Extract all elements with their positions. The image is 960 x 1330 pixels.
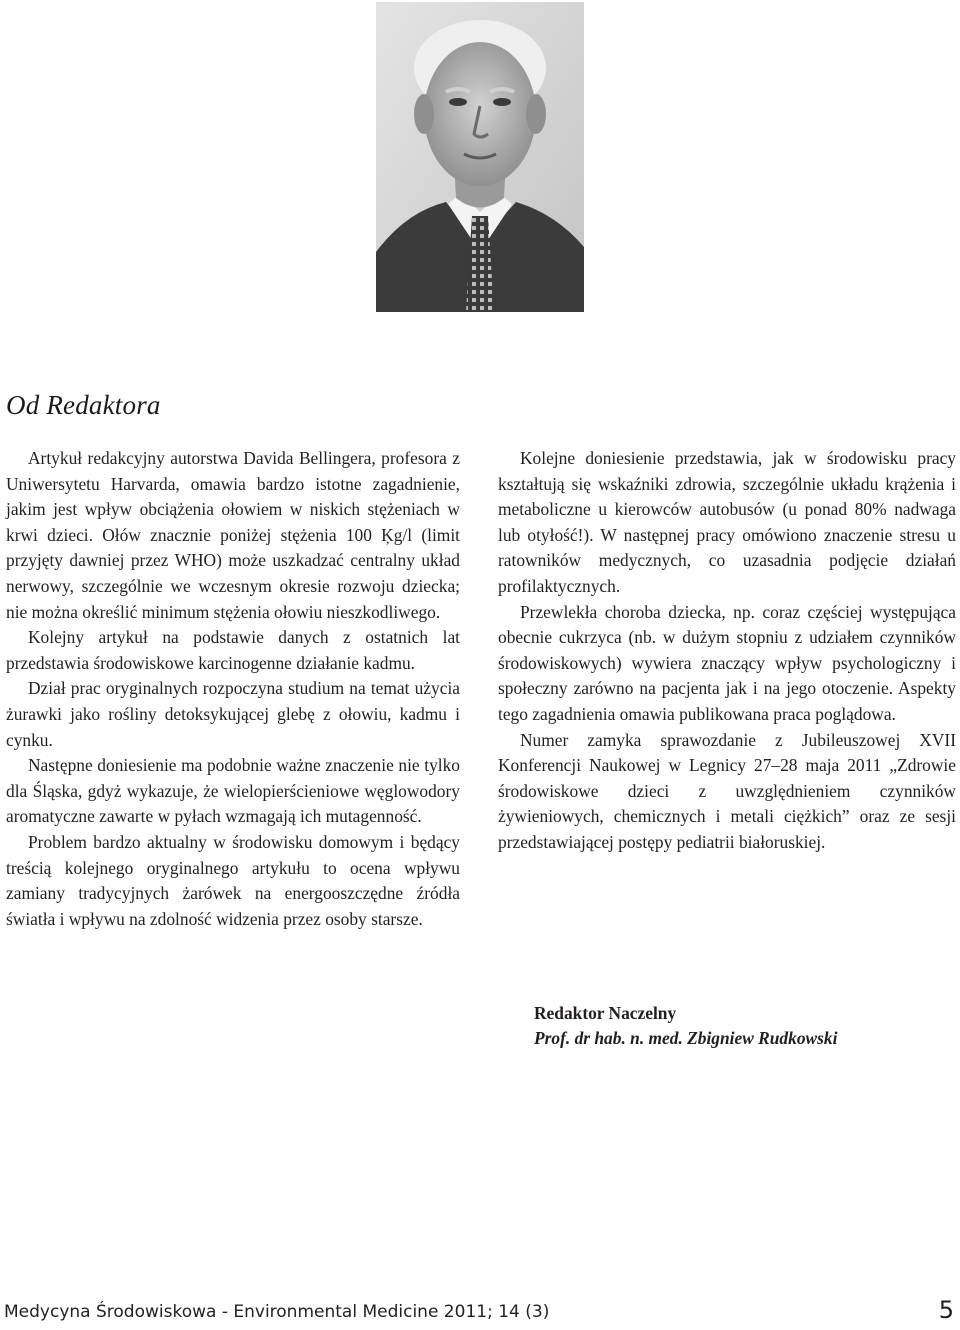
- paragraph: Kolejny artykuł na podstawie danych z ostatnich lat przedstawia środowiskowe karcinogenne działanie kadmu.: [6, 627, 460, 673]
- journal-footer: Medycyna Środowiskowa - Environmental Medicine 2011; 14 (3): [4, 1302, 550, 1322]
- paragraph: Kolejne doniesienie przedstawia, jak w środowisku pracy kształtują się wskaźniki zdrowia, szczególnie układu krążenia i metaboliczne u kierowców autobusów (u ponad 80% nadwaga lub otyłość!). W następnej pracy omówiono znaczenie stresu u ratowników medycznych, co uzasadnia podjęcie działań profilaktycznych.: [498, 448, 956, 596]
- paragraph: Artykuł redakcyjny autorstwa Davida Bellingera, profesora z Uniwersytetu Harvarda, omawia bardzo istotne zagadnienie, jakim jest wpływ obciążenia ołowiem w niskich stężeniach w krwi dzieci. Ołów znacznie poniżej stężenia 100 Ķg/l (limit przyjęty dawniej przez WHO) może uszkadzać centralny układ nerwowy, szczególnie we wczesnym okresie rozwoju dziecka; nie można określić minimum stężenia ołowiu nieszkodliwego.: [6, 448, 460, 622]
- section-title: Od Redaktora: [6, 390, 161, 420]
- paragraph: Przewlekła choroba dziecka, np. coraz częściej występująca obecnie cukrzyca (nb. w dużym stopniu z udziałem czynników środowiskowych) wywiera znaczący wpływ psychologiczny i społeczny zarówno na pacjenta jak i na jego otoczenie. Aspekty tego zagadnienia omawia publikowana praca poglądowa.: [498, 601, 956, 724]
- right-column: [498, 446, 956, 856]
- paragraph: Numer zamyka sprawozdanie z Jubileuszowej XVII Konferencji Naukowej w Legnicy 27–28 maja 2011 „Zdrowie środowiskowe dzieci z uwzględnieniem czynników żywieniowych, chemicznych i metali ciężkich” oraz ze sesji przedstawiającej postępy pediatrii białoruskiej.: [498, 729, 956, 852]
- editor-portrait-photo: [376, 2, 584, 312]
- signature-role: Redaktor Naczelny: [534, 1003, 677, 1023]
- left-column: [6, 446, 460, 932]
- paragraph: Problem bardzo aktualny w środowisku domowym i będący treścią kolejnego oryginalnego artykułu to ocena wpływu zamiany tradycyjnych żarówek na energooszczędne źródła światła i wpływu na zdolność widzenia przez osoby starsze.: [6, 831, 460, 929]
- signature-name: Prof. dr hab. n. med. Zbigniew Rudkowski: [534, 1028, 838, 1048]
- paragraph: Następne doniesienie ma podobnie ważne znaczenie nie tylko dla Śląska, gdyż wykazuje, że wielopierścieniowe węglowodory aromatyczne zawarte w pyłach wzmagają ich mutagenność.: [6, 755, 460, 827]
- page-number: 5: [938, 1296, 954, 1324]
- paragraph: Dział prac oryginalnych rozpoczyna studium na temat użycia żurawki jako rośliny detoksykującej glebę z ołowiu, kadmu i cynku.: [6, 678, 460, 750]
- signature-block: [534, 1001, 837, 1051]
